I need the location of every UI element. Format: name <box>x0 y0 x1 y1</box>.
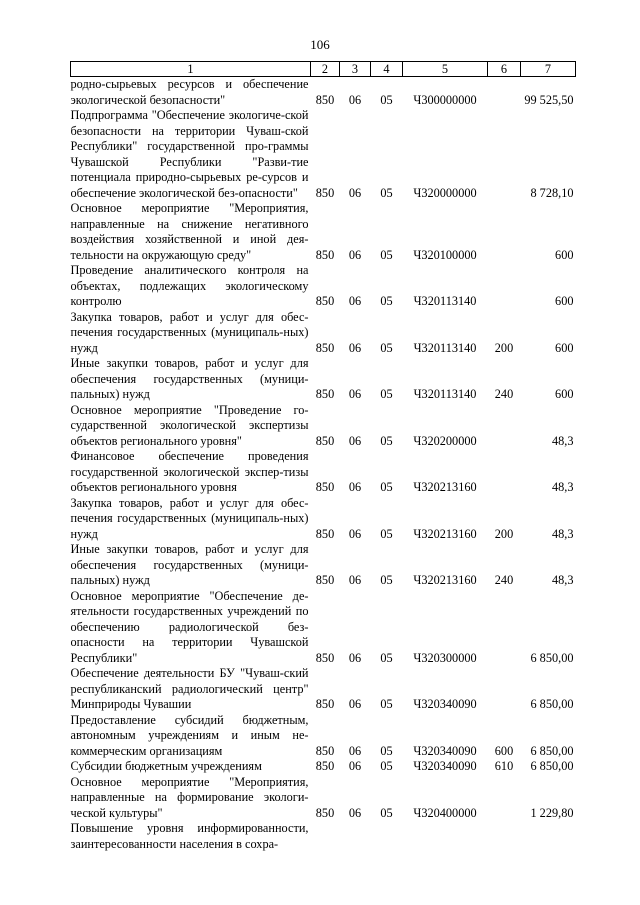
column-header-5: 5 <box>403 62 488 77</box>
cell-ministry-code: 850 <box>315 294 335 308</box>
cell-expense-type-code: 240 <box>494 573 514 587</box>
cell-amount: 1 229,80 <box>530 805 574 820</box>
row-description: Основное мероприятие "Мероприятия, направленные на снижение негативного воздействия хозяйственной и иной дея-тельности на окружающую среду" <box>70 201 309 262</box>
cell-expense-type-code <box>488 666 521 713</box>
row-description: Иные закупки товаров, работ и услуг для обеспечения государственных (муници-пальных) нужд <box>70 356 309 401</box>
table-row <box>71 821 576 852</box>
row-description: Закупка товаров, работ и услуг для обес-печения государственных (муниципаль-ных) нужд <box>70 309 309 355</box>
cell-expense-type-code: 200 <box>494 526 514 541</box>
cell-section-code: 06 <box>348 759 362 773</box>
row-description: Закупка товаров, работ и услуг для обес-печения государственных (муниципаль-ных) нужд <box>70 495 309 541</box>
cell-expense-type-code <box>488 821 521 852</box>
cell-amount <box>521 821 576 852</box>
cell-subsection-code: 05 <box>380 247 393 262</box>
row-description: Повышение уровня информированности, заинтересованности населения в сохра- <box>70 821 309 851</box>
page-number: 106 <box>310 37 330 52</box>
cell-ministry-code: 850 <box>315 92 335 107</box>
cell-section-code: 06 <box>348 340 362 355</box>
cell-ministry-code: 850 <box>315 759 335 773</box>
cell-section-code: 06 <box>348 743 362 758</box>
cell-subsection-code: 05 <box>380 480 393 494</box>
column-header-4: 4 <box>371 62 403 77</box>
cell-section-code: 06 <box>348 247 362 262</box>
table-row <box>71 356 576 403</box>
cell-section-code: 06 <box>348 480 362 494</box>
cell-section-code: 06 <box>348 185 362 200</box>
cell-section-code <box>340 821 371 852</box>
table-row <box>71 449 576 496</box>
cell-target-article-code: Ч320113140 <box>413 340 477 355</box>
table-row <box>71 713 576 760</box>
cell-subsection-code: 05 <box>380 340 393 355</box>
row-description: Финансовое обеспечение проведения государственной экологической экспер-тизы объектов регионального уровня <box>70 449 309 494</box>
cell-amount: 6 850,00 <box>530 650 574 665</box>
cell-target-article-code: Ч320400000 <box>413 805 477 820</box>
column-header-6: 6 <box>488 62 521 77</box>
cell-ministry-code: 850 <box>315 185 335 200</box>
cell-target-article-code: Ч320000000 <box>413 185 477 200</box>
table-row <box>71 108 576 201</box>
cell-subsection-code: 05 <box>380 573 393 587</box>
cell-target-article-code: Ч320200000 <box>413 433 477 448</box>
cell-subsection-code: 05 <box>380 526 393 541</box>
column-header-3: 3 <box>340 62 371 77</box>
cell-section-code: 06 <box>348 294 362 308</box>
cell-amount: 48,3 <box>551 480 574 494</box>
cell-subsection-code: 05 <box>380 185 393 200</box>
row-description: Иные закупки товаров, работ и услуг для обеспечения государственных (муници-пальных) нужд <box>70 542 309 587</box>
cell-expense-type-code <box>488 775 521 822</box>
cell-expense-type-code <box>488 589 521 667</box>
column-header-2: 2 <box>311 62 340 77</box>
cell-ministry-code: 850 <box>315 526 335 541</box>
table-row <box>71 310 576 357</box>
cell-expense-type-code <box>488 449 521 496</box>
cell-subsection-code: 05 <box>380 433 393 448</box>
cell-target-article-code: Ч320300000 <box>413 650 477 665</box>
cell-subsection-code <box>371 821 403 852</box>
cell-section-code: 06 <box>348 433 362 448</box>
cell-target-article-code: Ч320113140 <box>413 294 477 308</box>
cell-amount: 6 850,00 <box>530 697 574 711</box>
cell-ministry-code: 850 <box>315 650 335 665</box>
cell-target-article-code: Ч320113140 <box>413 387 477 401</box>
cell-expense-type-code <box>488 77 521 109</box>
cell-expense-type-code: 200 <box>494 340 514 355</box>
cell-amount: 99 525,50 <box>524 92 574 107</box>
cell-amount: 6 850,00 <box>530 743 574 758</box>
table-row <box>71 263 576 310</box>
cell-ministry-code: 850 <box>315 697 335 711</box>
cell-target-article-code: Ч320340090 <box>413 697 477 711</box>
table-row <box>71 77 576 109</box>
cell-section-code: 06 <box>348 387 362 401</box>
cell-amount: 48,3 <box>551 526 574 541</box>
cell-ministry-code: 850 <box>315 247 335 262</box>
cell-expense-type-code <box>488 263 521 310</box>
cell-expense-type-code <box>488 108 521 201</box>
cell-subsection-code: 05 <box>380 759 393 773</box>
cell-amount: 600 <box>555 387 574 401</box>
cell-subsection-code: 05 <box>380 294 393 308</box>
cell-target-article-code: Ч320340090 <box>413 743 477 758</box>
cell-amount: 48,3 <box>551 573 574 587</box>
cell-target-article-code: Ч320100000 <box>413 247 477 262</box>
cell-amount: 600 <box>555 247 574 262</box>
cell-subsection-code: 05 <box>380 743 393 758</box>
table-body <box>71 77 576 853</box>
cell-target-article-code: Ч320213160 <box>413 480 477 494</box>
row-description: Основное мероприятие "Мероприятия, направленные на формирование экологи-ческой культуры" <box>70 774 309 820</box>
cell-ministry-code: 850 <box>315 805 335 820</box>
cell-expense-type-code <box>488 403 521 450</box>
row-description: Основное мероприятие "Проведение го-сударственной экологической экспертизы объектов регионального уровня" <box>70 402 309 448</box>
row-description: Подпрограмма "Обеспечение экологиче-ской безопасности на территории Чуваш-ской Республики" государственной про-граммы Чувашской Республики "Разви-тие потенциала природно-сырьевых ре-сурсов и обеспечение экологической без-опасности" <box>70 108 309 200</box>
table-row <box>71 666 576 713</box>
cell-subsection-code: 05 <box>380 650 393 665</box>
cell-ministry-code <box>311 821 340 852</box>
cell-target-article-code <box>403 821 488 852</box>
table-row <box>71 775 576 822</box>
table-row <box>71 759 576 775</box>
table-row <box>71 403 576 450</box>
cell-section-code: 06 <box>348 573 362 587</box>
row-description: Проведение аналитического контроля на объектах, подлежащих экологическому контролю <box>70 263 309 308</box>
cell-section-code: 06 <box>348 526 362 541</box>
cell-section-code: 06 <box>348 805 362 820</box>
table-row <box>71 589 576 667</box>
column-header-7: 7 <box>521 62 576 77</box>
cell-amount: 48,3 <box>551 433 574 448</box>
table-header <box>71 62 576 77</box>
cell-target-article-code: Ч320340090 <box>413 759 477 773</box>
row-description: Обеспечение деятельности БУ "Чуваш-ский республиканский радиологический центр" Минприроды Чувашии <box>70 666 309 711</box>
cell-target-article-code: Ч320213160 <box>413 526 477 541</box>
row-description: родно-сырьевых ресурсов и обеспечение экологической безопасности" <box>70 77 309 107</box>
row-description: Субсидии бюджетным учреждениям <box>70 759 262 773</box>
cell-ministry-code: 850 <box>315 387 335 401</box>
cell-ministry-code: 850 <box>315 480 335 494</box>
row-description: Предоставление субсидий бюджетным, автономным учреждениям и иным не-коммерческим организациям <box>70 712 309 758</box>
cell-section-code: 06 <box>348 92 362 107</box>
cell-subsection-code: 05 <box>380 92 393 107</box>
cell-amount: 6 850,00 <box>530 759 574 773</box>
column-header-1: 1 <box>71 62 311 77</box>
budget-table <box>70 61 576 852</box>
cell-ministry-code: 850 <box>315 340 335 355</box>
cell-expense-type-code: 240 <box>494 387 514 401</box>
cell-section-code: 06 <box>348 697 362 711</box>
cell-expense-type-code: 600 <box>494 743 514 758</box>
table-row <box>71 201 576 263</box>
header-row <box>71 62 576 77</box>
cell-section-code: 06 <box>348 650 362 665</box>
cell-target-article-code: Ч320213160 <box>413 573 477 587</box>
cell-ministry-code: 850 <box>315 433 335 448</box>
row-description: Основное мероприятие "Обеспечение де-ятельности государственных учреждений по обеспечению радиологической без-опасности на территории Чувашской Республики" <box>70 588 309 665</box>
cell-subsection-code: 05 <box>380 697 393 711</box>
cell-ministry-code: 850 <box>315 573 335 587</box>
cell-expense-type-code <box>488 201 521 263</box>
cell-ministry-code: 850 <box>315 743 335 758</box>
cell-expense-type-code: 610 <box>494 759 514 773</box>
table-row <box>71 496 576 543</box>
cell-subsection-code: 05 <box>380 387 393 401</box>
cell-amount: 600 <box>555 340 574 355</box>
cell-amount: 8 728,10 <box>530 185 574 200</box>
cell-target-article-code: Ч300000000 <box>413 92 477 107</box>
table-row <box>71 542 576 589</box>
cell-amount: 600 <box>555 294 574 308</box>
cell-subsection-code: 05 <box>380 805 393 820</box>
